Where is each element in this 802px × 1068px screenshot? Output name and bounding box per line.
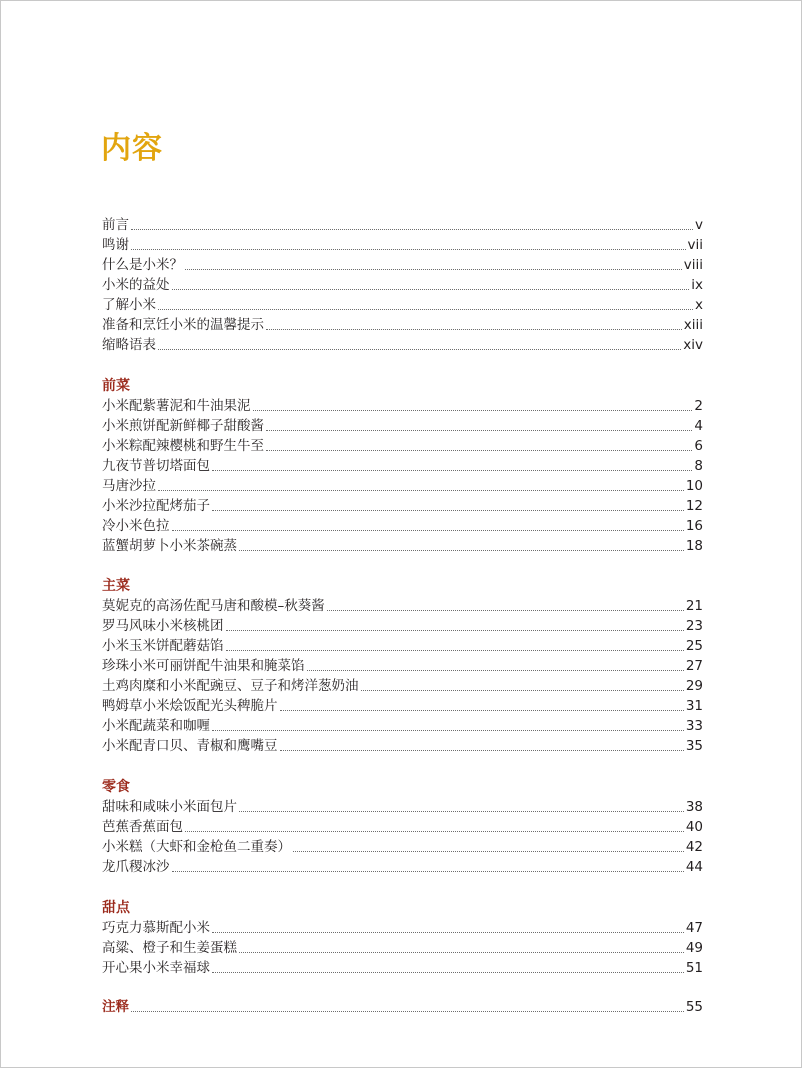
toc-entry-label: 冷小米色拉: [102, 518, 170, 534]
toc-entry-label: 准备和烹饪小米的温馨提示: [102, 317, 264, 333]
toc-entry-label: 罗马风味小米核桃团: [102, 618, 224, 634]
dot-leader: [172, 871, 684, 872]
toc-entry-label: 开心果小米幸福球: [102, 960, 210, 976]
toc-entry-label: 了解小米: [102, 297, 156, 313]
dot-leader: [266, 329, 682, 330]
toc-entry-tips[interactable]: [102, 315, 703, 335]
toc-entry-page: 35: [685, 738, 703, 754]
dot-leader: [158, 349, 681, 350]
toc-entry-page: ix: [691, 277, 703, 293]
toc-entry-label: 注释: [102, 999, 129, 1015]
section-appetizers: [102, 376, 703, 556]
dot-leader: [212, 510, 684, 511]
toc-entry-label: 高粱、橙子和生姜蛋糕: [102, 940, 237, 956]
toc-entry-benefits[interactable]: [102, 275, 703, 295]
toc-entry[interactable]: [102, 797, 703, 817]
toc-entry-page: 38: [685, 799, 703, 815]
toc-entry-understanding[interactable]: [102, 295, 703, 315]
toc-entry-label: 甜味和咸味小米面包片: [102, 799, 237, 815]
dot-leader: [307, 670, 684, 671]
dot-leader: [280, 750, 684, 751]
toc-entry[interactable]: [102, 636, 703, 656]
dot-leader: [226, 650, 684, 651]
toc-entry-page: 40: [685, 819, 703, 835]
toc-entry-page: 21: [685, 598, 703, 614]
toc-entry-label: 鸭姆草小米烩饭配光头稗脆片: [102, 698, 278, 714]
toc-entry[interactable]: [102, 837, 703, 857]
toc-entry[interactable]: [102, 857, 703, 877]
toc-entry-page: 47: [685, 920, 703, 936]
toc-entry-page: 55: [685, 999, 703, 1015]
toc-entry-page: 51: [685, 960, 703, 976]
toc-entry-abbreviations[interactable]: [102, 335, 703, 355]
toc-entry-page: 2: [694, 398, 703, 414]
dot-leader: [239, 952, 684, 953]
dot-leader: [172, 530, 684, 531]
toc-entry-label: 小米玉米饼配蘑菇馅: [102, 638, 224, 654]
dot-leader: [158, 490, 684, 491]
toc-entry-page: 6: [694, 438, 703, 454]
toc-entry[interactable]: [102, 656, 703, 676]
toc-entry-label: 九夜节普切塔面包: [102, 458, 210, 474]
toc-entry-page: 33: [685, 718, 703, 734]
section-main-courses: [102, 576, 703, 756]
toc-entry-what-is-millet[interactable]: [102, 255, 703, 275]
toc-entry-page: 12: [685, 498, 703, 514]
toc-entry-notes[interactable]: [102, 997, 703, 1017]
toc-entry-page: 49: [685, 940, 703, 956]
toc-entry[interactable]: [102, 696, 703, 716]
toc-entry-label: 珍珠小米可丽饼配牛油果和腌菜馅: [102, 658, 305, 674]
dot-leader: [185, 269, 682, 270]
dot-leader: [293, 851, 684, 852]
toc-entry[interactable]: [102, 716, 703, 736]
front-matter-group: [102, 215, 703, 355]
dot-leader: [212, 470, 692, 471]
table-of-contents: [102, 215, 703, 1017]
toc-entry-label: 小米配青口贝、青椒和鹰嘴豆: [102, 738, 278, 754]
toc-entry-label: 莫妮克的高汤佐配马唐和酸模–秋葵酱: [102, 598, 325, 614]
toc-entry-label: 小米糕（大虾和金枪鱼二重奏）: [102, 839, 291, 855]
toc-entry[interactable]: [102, 396, 703, 416]
toc-entry-label: 土鸡肉糜和小米配豌豆、豆子和烤洋葱奶油: [102, 678, 359, 694]
toc-entry-page: 29: [685, 678, 703, 694]
toc-entry-page: xiv: [683, 337, 703, 353]
toc-entry-page: 4: [694, 418, 703, 434]
dot-leader: [266, 450, 692, 451]
dot-leader: [172, 289, 690, 290]
dot-leader: [239, 811, 684, 812]
toc-entry-preface[interactable]: [102, 215, 703, 235]
toc-entry[interactable]: [102, 456, 703, 476]
toc-entry-page: 42: [685, 839, 703, 855]
page-title: 内容: [101, 131, 163, 166]
dot-leader: [212, 972, 684, 973]
toc-entry[interactable]: [102, 938, 703, 958]
toc-entry-page: 44: [685, 859, 703, 875]
toc-entry-label: 小米粽配辣樱桃和野生牛至: [102, 438, 264, 454]
dot-leader: [253, 410, 693, 411]
section-snacks: [102, 777, 703, 877]
toc-entry-page: 18: [685, 538, 703, 554]
toc-entry[interactable]: [102, 918, 703, 938]
dot-leader: [361, 690, 684, 691]
toc-entry[interactable]: [102, 817, 703, 837]
toc-entry[interactable]: [102, 596, 703, 616]
section-heading: 甜点: [102, 900, 130, 916]
toc-entry[interactable]: [102, 676, 703, 696]
toc-entry-page: 31: [685, 698, 703, 714]
dot-leader: [280, 710, 684, 711]
toc-entry-page: 27: [685, 658, 703, 674]
dot-leader: [266, 430, 692, 431]
dot-leader: [131, 249, 686, 250]
toc-entry-page: 23: [685, 618, 703, 634]
dot-leader: [131, 1011, 684, 1012]
dot-leader: [212, 932, 684, 933]
toc-entry-page: 25: [685, 638, 703, 654]
toc-entry-label: 小米煎饼配新鲜椰子甜酸酱: [102, 418, 264, 434]
dot-leader: [131, 229, 693, 230]
toc-entry[interactable]: [102, 436, 703, 456]
toc-entry[interactable]: [102, 958, 703, 978]
section-desserts: [102, 898, 703, 978]
toc-entry-label: 小米配蔬菜和咖喱: [102, 718, 210, 734]
toc-entry-page: 16: [685, 518, 703, 534]
toc-entry-label: 龙爪稷冰沙: [102, 859, 170, 875]
toc-entry-label: 马唐沙拉: [102, 478, 156, 494]
dot-leader: [212, 730, 684, 731]
toc-entry-page: 10: [685, 478, 703, 494]
toc-entry-page: viii: [683, 257, 703, 273]
toc-entry[interactable]: [102, 496, 703, 516]
toc-entry-label: 什么是小米？: [102, 257, 183, 273]
toc-entry-label: 鸣谢: [102, 237, 129, 253]
section-heading: 前菜: [102, 378, 130, 394]
toc-entry-page: 8: [694, 458, 703, 474]
toc-entry-page: v: [695, 217, 703, 233]
toc-entry[interactable]: [102, 476, 703, 496]
toc-entry-label: 芭蕉香蕉面包: [102, 819, 183, 835]
dot-leader: [327, 610, 684, 611]
toc-entry-label: 小米配紫薯泥和牛油果泥: [102, 398, 251, 414]
toc-entry-label: 巧克力慕斯配小米: [102, 920, 210, 936]
toc-entry-page: vii: [687, 237, 703, 253]
toc-entry[interactable]: [102, 616, 703, 636]
toc-entry-acknowledgements[interactable]: [102, 235, 703, 255]
toc-entry-page: xiii: [683, 317, 703, 333]
dot-leader: [158, 309, 693, 310]
dot-leader: [226, 630, 684, 631]
toc-entry-label: 小米沙拉配烤茄子: [102, 498, 210, 514]
dot-leader: [239, 550, 684, 551]
section-heading: 主菜: [102, 578, 130, 594]
toc-entry[interactable]: [102, 736, 703, 756]
toc-entry[interactable]: [102, 536, 703, 556]
dot-leader: [185, 831, 684, 832]
toc-entry[interactable]: [102, 516, 703, 536]
section-heading: 零食: [102, 779, 130, 795]
toc-entry-page: x: [695, 297, 703, 313]
toc-entry-label: 小米的益处: [102, 277, 170, 293]
toc-entry[interactable]: [102, 416, 703, 436]
toc-entry-label: 缩略语表: [102, 337, 156, 353]
toc-entry-label: 蓝蟹胡萝卜小米茶碗蒸: [102, 538, 237, 554]
toc-entry-label: 前言: [102, 217, 129, 233]
